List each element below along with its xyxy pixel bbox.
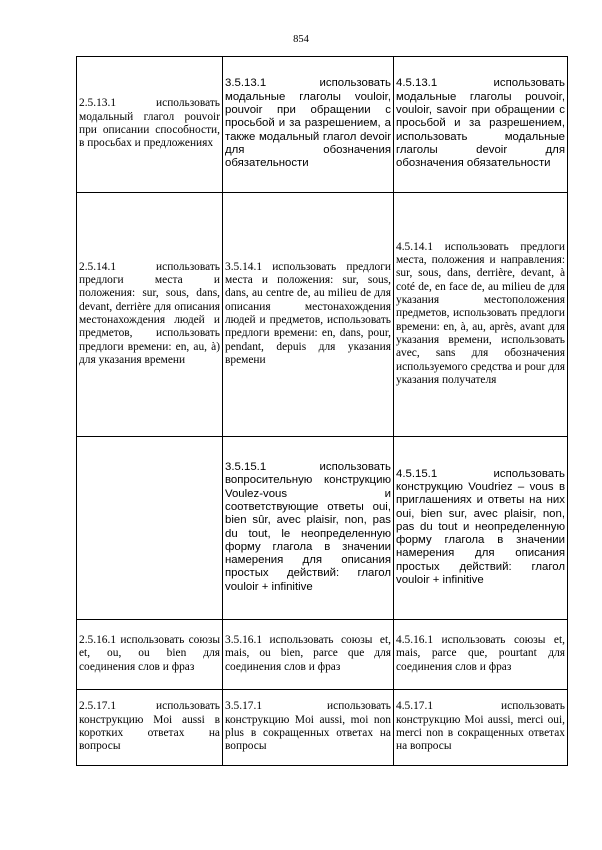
- table-cell: [77, 437, 223, 620]
- curriculum-table: [76, 56, 568, 766]
- table-row: [77, 690, 568, 766]
- page-number: 854: [293, 34, 309, 45]
- table-cell: 4.5.14.1 использовать предлоги места, положения и направления: sur, sous, dans, derrière, devant, à coté de, en face de, au milieu de для указания местоположения предметов, использовать предлоги времени: en, à, au, après, avant для указания времени, использовать avec, sans для обозначения используемого средства и pour для указания получателя: [394, 193, 568, 437]
- table-cell: 4.5.15.1 использовать конструкцию Voudriez – vous в приглашениях и ответы на них oui, bien sur, avec plaisir, non, pas du tout и неопределенную форму глагола в значении намерения для описания простых действий: глагол vouloir + infinitive: [394, 437, 568, 620]
- table-cell: 2.5.13.1 использовать модальный глагол pouvoir при описании способности, в просьбах и предложениях: [77, 57, 223, 193]
- table-cell: 4.5.13.1 использовать модальные глаголы pouvoir, vouloir, savoir при обращении с просьбой и за разрешением, использовать модальные глаголы devoir для обозначения обязательности: [394, 57, 568, 193]
- table-cell: 3.5.13.1 использовать модальные глаголы vouloir, pouvoir при обращении с просьбой и за разрешением, а также модальный глагол devoir для обозначения обязательности: [223, 57, 394, 193]
- table-cell: 3.5.16.1 использовать союзы et, mais, ou bien, parce que для соединения слов и фраз: [223, 620, 394, 690]
- table-cell: 2.5.14.1 использовать предлоги места и положения: sur, sous, dans, devant, derrière для описания местонахождения людей и предметов, использовать предлоги времени: en, au, à) для указания времени: [77, 193, 223, 437]
- table-row: [77, 620, 568, 690]
- table-row: [77, 193, 568, 437]
- table-cell: 4.5.16.1 использовать союзы et, mais, parce que, pourtant для соединения слов и фраз: [394, 620, 568, 690]
- table-cell: 3.5.15.1 использовать вопросительную конструкцию Voulez-vous и соответствующие ответы oui, bien sûr, avec plaisir, non, pas du tout, le неопределенную форму глагола в значении намерения для описания простых действий: глагол vouloir + infinitive: [223, 437, 394, 620]
- table-cell: 2.5.16.1 использовать союзы et, ou, ou bien для соединения слов и фраз: [77, 620, 223, 690]
- table-cell: 4.5.17.1 использовать конструкцию Moi aussi, merci oui, merci non в сокращенных ответах на вопросы: [394, 690, 568, 766]
- table-row: [77, 57, 568, 193]
- table-row: [77, 437, 568, 620]
- table-cell: 3.5.14.1 использовать предлоги места и положения: sur, sous, dans, au centre de, au milieu de для описания местонахождения людей и предметов, использовать предлоги времени: en, dans, pour, pendant, depuis для указания времени: [223, 193, 394, 437]
- table-cell: 2.5.17.1 использовать конструкцию Moi aussi в коротких ответах на вопросы: [77, 690, 223, 766]
- table-cell: 3.5.17.1 использовать конструкцию Moi aussi, moi non plus в сокращенных ответах на вопросы: [223, 690, 394, 766]
